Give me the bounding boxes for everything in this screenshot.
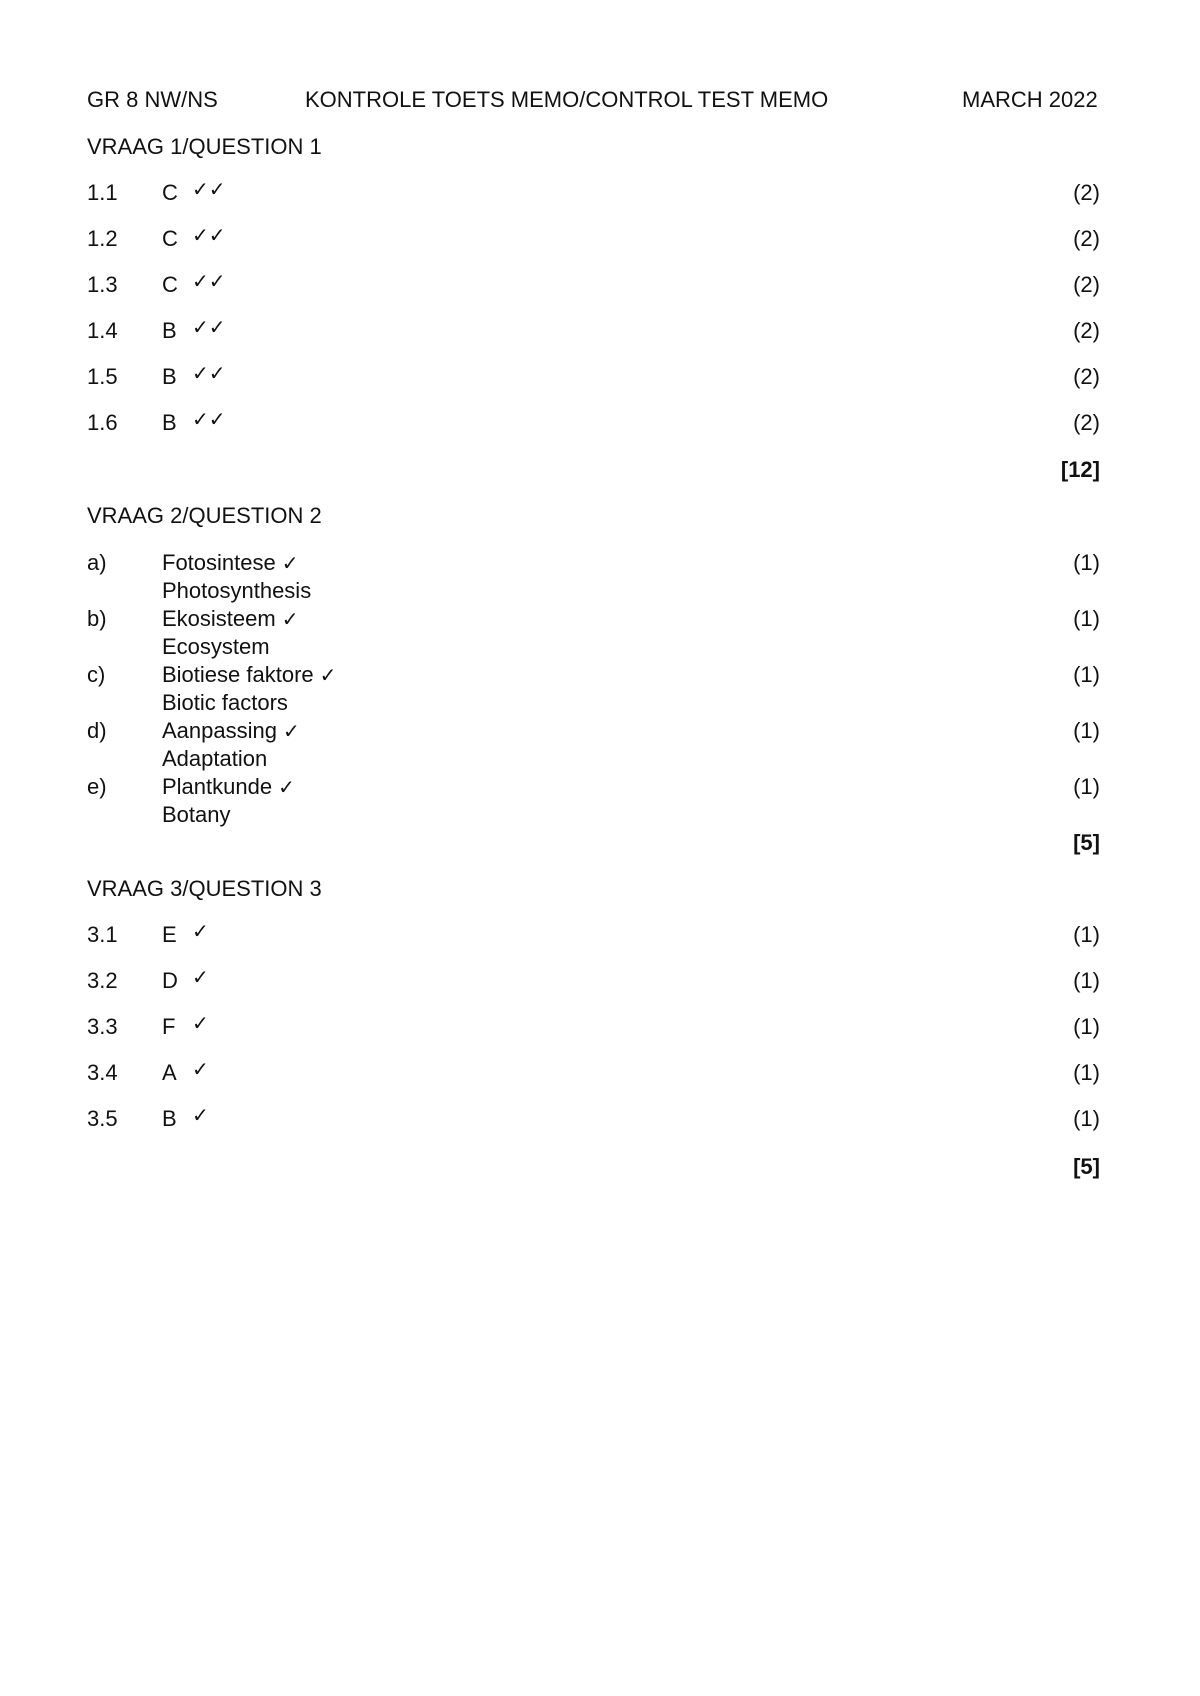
- item-number: 1.4: [87, 318, 118, 343]
- q3-title: VRAAG 3/QUESTION 3: [87, 876, 322, 901]
- term-afrikaans-line: [162, 664, 336, 686]
- check-mark-icon: ✓: [281, 607, 299, 631]
- item-marks: (1): [1073, 922, 1100, 947]
- item-marks: (2): [1073, 226, 1100, 251]
- item-marks: (2): [1073, 318, 1100, 343]
- check-mark-icon: ✓✓: [192, 223, 226, 247]
- term-english: Biotic factors: [162, 690, 288, 715]
- item-answer: B: [162, 1106, 177, 1131]
- term-afrikaans: Ekosisteem: [162, 606, 276, 631]
- check-mark-icon: ✓✓: [192, 315, 226, 339]
- item-marks: (2): [1073, 410, 1100, 435]
- item-answer: C: [162, 272, 178, 297]
- item-answer: D: [162, 968, 178, 993]
- item-number: 1.3: [87, 272, 118, 297]
- q3-total: [5]: [1073, 1154, 1100, 1179]
- check-mark-icon: ✓✓: [192, 361, 226, 385]
- header-date: MARCH 2022: [962, 87, 1098, 112]
- check-mark-icon: ✓✓: [192, 269, 226, 293]
- item-number: 1.1: [87, 180, 118, 205]
- item-answer: A: [162, 1060, 177, 1085]
- term-afrikaans: Biotiese faktore: [162, 662, 314, 687]
- check-mark-icon: ✓: [192, 919, 209, 943]
- item-number: 1.5: [87, 364, 118, 389]
- term-english: Adaptation: [162, 746, 268, 771]
- check-mark-icon: ✓✓: [192, 407, 226, 431]
- item-number: 1.6: [87, 410, 118, 435]
- item-letter: b): [87, 606, 107, 631]
- item-marks: (1): [1073, 1014, 1100, 1039]
- header-title: KONTROLE TOETS MEMO/CONTROL TEST MEMO: [305, 87, 829, 112]
- item-marks: (2): [1073, 364, 1100, 389]
- item-answer: B: [162, 410, 177, 435]
- check-mark-icon: ✓: [192, 1057, 209, 1081]
- item-marks: (2): [1073, 272, 1100, 297]
- check-mark-icon: ✓: [278, 775, 295, 799]
- check-mark-icon: ✓: [192, 965, 209, 989]
- item-answer: C: [162, 180, 178, 205]
- item-marks: (1): [1073, 606, 1100, 631]
- item-marks: (2): [1073, 180, 1100, 205]
- term-english: Ecosystem: [162, 634, 270, 659]
- term-afrikaans-line: [162, 720, 300, 742]
- term-english: Photosynthesis: [162, 578, 312, 603]
- item-letter: e): [87, 774, 107, 799]
- item-marks: (1): [1073, 550, 1100, 575]
- q2-title: VRAAG 2/QUESTION 2: [87, 503, 322, 528]
- check-mark-icon: ✓: [281, 551, 299, 575]
- check-mark-icon: ✓: [282, 719, 300, 743]
- item-marks: (1): [1073, 968, 1100, 993]
- item-answer: E: [162, 922, 177, 947]
- item-letter: d): [87, 718, 107, 743]
- check-mark-icon: ✓✓: [192, 177, 226, 201]
- term-english: Botany: [162, 802, 231, 827]
- check-mark-icon: ✓: [192, 1103, 209, 1127]
- item-marks: (1): [1073, 662, 1100, 687]
- item-number: 3.4: [87, 1060, 118, 1085]
- item-letter: a): [87, 550, 107, 575]
- term-afrikaans-line: [162, 552, 299, 574]
- item-number: 3.3: [87, 1014, 118, 1039]
- q2-total: [5]: [1073, 830, 1100, 855]
- item-number: 1.2: [87, 226, 118, 251]
- item-letter: c): [87, 662, 106, 687]
- item-answer: B: [162, 364, 177, 389]
- term-afrikaans: Aanpassing: [162, 718, 277, 743]
- check-mark-icon: ✓: [319, 663, 337, 687]
- item-marks: (1): [1073, 718, 1100, 743]
- term-afrikaans: Fotosintese: [162, 550, 276, 575]
- check-mark-icon: ✓: [192, 1011, 209, 1035]
- item-answer: F: [162, 1014, 176, 1039]
- item-number: 3.2: [87, 968, 118, 993]
- item-answer: C: [162, 226, 178, 251]
- item-marks: (1): [1073, 774, 1100, 799]
- item-marks: (1): [1073, 1106, 1100, 1131]
- term-afrikaans-line: [162, 776, 295, 798]
- term-afrikaans-line: [162, 608, 298, 630]
- q1-total: [12]: [1060, 457, 1100, 482]
- item-answer: B: [162, 318, 177, 343]
- term-afrikaans: Plantkunde: [162, 774, 273, 799]
- item-number: 3.5: [87, 1106, 118, 1131]
- item-marks: (1): [1073, 1060, 1100, 1085]
- item-number: 3.1: [87, 922, 118, 947]
- header-grade: GR 8 NW/NS: [87, 87, 218, 112]
- q1-title: VRAAG 1/QUESTION 1: [87, 134, 322, 159]
